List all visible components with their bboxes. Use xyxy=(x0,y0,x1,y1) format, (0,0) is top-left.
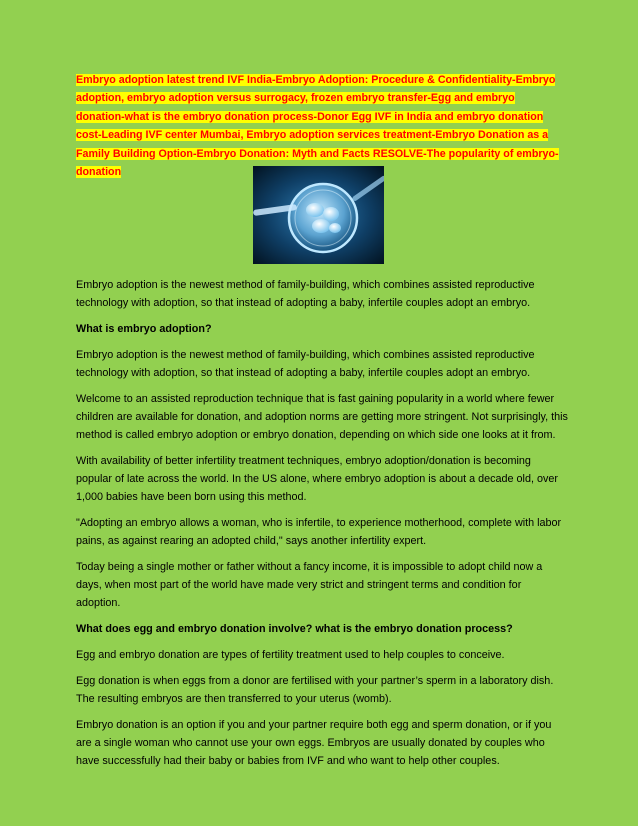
paragraph: With availability of better infertility treatment techniques, embryo adoption/donation is becoming popular of late across the world. In the US alone, where embryo adoption is about a decade old, over 1,000 babies have been born using this method. xyxy=(76,455,558,503)
paragraph: "Adopting an embryo allows a woman, who is infertile, to experience motherhood, complete with labor pains, as against rearing an adopted child," says another infertility expert. xyxy=(76,517,562,547)
paragraph: Today being a single mother or father without a fancy income, it is impossible to adopt child now a days, when most part of the world have made very strict and stringent terms and condition for adoption. xyxy=(76,561,543,609)
paragraph: Egg donation is when eggs from a donor are fertilised with your partner’s sperm in a laboratory dish. The resulting embryos are then transferred to your uterus (womb). xyxy=(76,675,554,705)
paragraph: Egg and embryo donation are types of fertility treatment used to help couples to conceive. xyxy=(76,649,505,661)
document-body xyxy=(76,276,568,778)
paragraph: Embryo adoption is the newest method of family-building, which combines assisted reproductive technology with adoption, so that instead of adopting a baby, infertile couples adopt an embryo. xyxy=(76,279,535,309)
document-title xyxy=(76,71,566,181)
section-heading: What does egg and embryo donation involve? what is the embryo donation process? xyxy=(76,623,513,635)
paragraph: Embryo adoption is the newest method of family-building, which combines assisted reproductive technology with adoption, so that instead of adopting a baby, infertile couples adopt an embryo. xyxy=(76,349,535,379)
paragraph: Welcome to an assisted reproduction technique that is fast gaining popularity in a world where fewer children are available for donation, and adoption norms are getting more stringent. Not surprisingly, this method is called embryo adoption or embryo donation, depending on which side one looks at it from. xyxy=(76,393,568,441)
paragraph: Embryo donation is an option if you and your partner require both egg and sperm donation, or if you are a single woman who cannot use your own eggs. Embryos are usually donated by couples who have successfully had their baby or babies from IVF and who want to help other couples. xyxy=(76,719,552,767)
section-heading: What is embryo adoption? xyxy=(76,323,212,335)
embryo-microscope-image xyxy=(253,166,384,264)
title-highlight-text: Embryo adoption latest trend IVF India-Embryo Adoption: Procedure & Confidentiality-Embryo adoption, embryo adoption versus surrogacy, frozen embryo transfer-Egg and embryo donation-what is the embryo donation process-Donor Egg IVF in India and embryo donation cost-Leading IVF center Mumbai, Embryo adoption services treatment-Embryo Donation as a Family Building Option-Embryo Donation: Myth and Facts RESOLVE-The popularity of embryo-donation xyxy=(76,74,559,179)
